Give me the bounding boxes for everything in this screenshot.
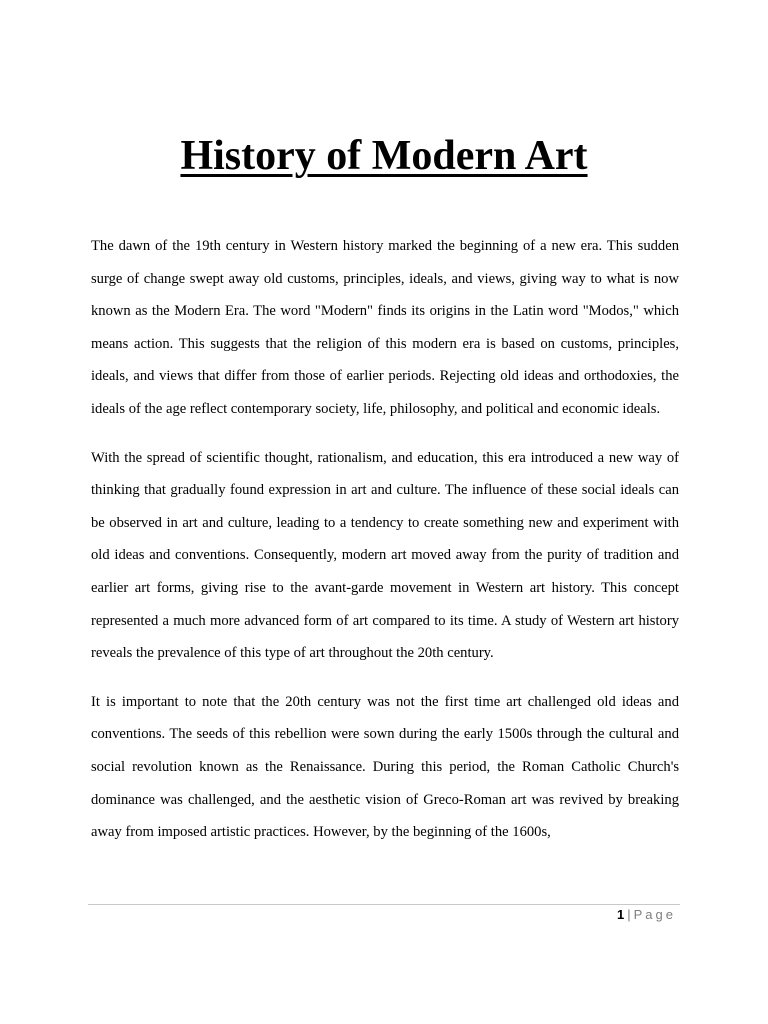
page-separator: | [627, 907, 631, 922]
document-title: History of Modern Art [180, 133, 588, 179]
footer-divider [88, 904, 680, 905]
paragraph-2: With the spread of scientific thought, rationalism, and education, this era introduced a new way of thinking that gradually found expression in art and culture. The influence of these social ideals can be observed in art and culture, leading to a tendency to create something new and experiment with old ideas and conventions. Consequently, modern art moved away from the purity of tradition and earlier art forms, giving rise to the avant-garde movement in Western art history. This concept represented a much more advanced form of art compared to its time. A study of Western art history reveals the prevalence of this type of art throughout the 20th century. [91, 449, 679, 662]
document-body [91, 230, 679, 865]
paragraph-1: The dawn of the 19th century in Western history marked the beginning of a new era. This sudden surge of change swept away old customs, principles, ideals, and views, giving way to what is now known as the Modern Era. The word "Modern" finds its origins in the Latin word "Modos," which means action. This suggests that the religion of this modern era is based on customs, principles, ideals, and views that differ from those of earlier periods. Rejecting old ideas and orthodoxies, the ideals of the age reflect contemporary society, life, philosophy, and political and economic ideals. [91, 238, 679, 417]
paragraph-3: It is important to note that the 20th century was not the first time art challenged old ideas and conventions. The seeds of this rebellion were sown during the early 1500s through the cultural and social revolution known as the Renaissance. During this period, the Roman Catholic Church's dominance was challenged, and the aesthetic vision of Greco-Roman art was revived by breaking away from imposed artistic practices. However, by the beginning of the 1600s, [91, 693, 679, 841]
page-number-footer [617, 905, 676, 925]
page-label: Page [633, 907, 676, 922]
page-number: 1 [617, 907, 625, 922]
